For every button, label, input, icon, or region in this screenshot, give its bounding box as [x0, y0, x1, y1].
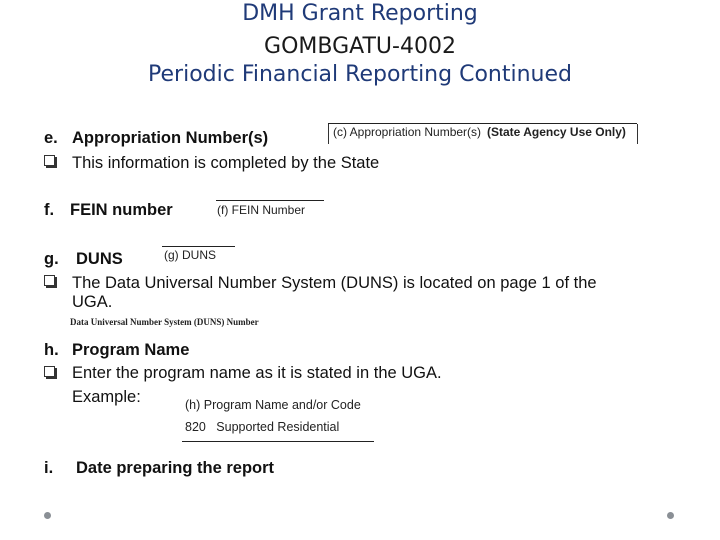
item-f-heading: FEIN number — [70, 201, 173, 219]
item-e-marker: e. — [44, 129, 58, 147]
item-h-marker: h. — [44, 341, 59, 359]
appropriation-form-label-bold: (State Agency Use Only) — [487, 125, 626, 139]
appropriation-form-top-rule — [328, 123, 637, 124]
item-g-bullet-icon — [44, 275, 55, 286]
appropriation-form-field — [328, 124, 638, 144]
item-g-marker: g. — [44, 250, 59, 268]
uga-duns-label: Data Universal Number System (DUNS) Number — [70, 317, 259, 327]
item-g-bullet-text-2: UGA. — [72, 293, 113, 311]
duns-form-top-rule — [162, 246, 235, 247]
item-h-example-label: Example: — [72, 388, 141, 406]
appropriation-form-label: (c) Appropriation Number(s) — [333, 125, 482, 139]
item-h-bullet-text: Enter the program name as it is stated in the UGA. — [72, 364, 442, 382]
program-form-label: (h) Program Name and/or Code — [185, 398, 361, 412]
item-e-bullet-text: This information is completed by the State — [72, 154, 380, 172]
program-form-value: 820 Supported Residential — [185, 420, 340, 434]
bottom-right-dot — [667, 512, 674, 519]
bottom-left-dot — [44, 512, 51, 519]
fein-form-top-rule — [216, 200, 324, 201]
item-h-bullet-icon — [44, 366, 55, 377]
item-g-bullet-text-1: The Data Universal Number System (DUNS) is located on page 1 of the — [72, 274, 597, 292]
title-line-2: GOMBGATU-4002 — [264, 34, 456, 59]
item-i-marker: i. — [44, 459, 54, 477]
fein-form-label: (f) FEIN Number — [217, 203, 306, 217]
item-h-heading: Program Name — [72, 341, 190, 359]
item-e-heading: Appropriation Number(s) — [72, 129, 269, 147]
program-form-bottom-rule — [182, 441, 374, 442]
item-e-bullet-icon — [44, 155, 55, 166]
item-g-heading: DUNS — [76, 250, 123, 268]
duns-form-label: (g) DUNS — [164, 248, 217, 262]
title-line-3: Periodic Financial Reporting Continued — [148, 62, 572, 87]
item-i-heading: Date preparing the report — [76, 459, 275, 477]
item-f-marker: f. — [44, 201, 55, 219]
title-line-1: DMH Grant Reporting — [242, 1, 478, 26]
